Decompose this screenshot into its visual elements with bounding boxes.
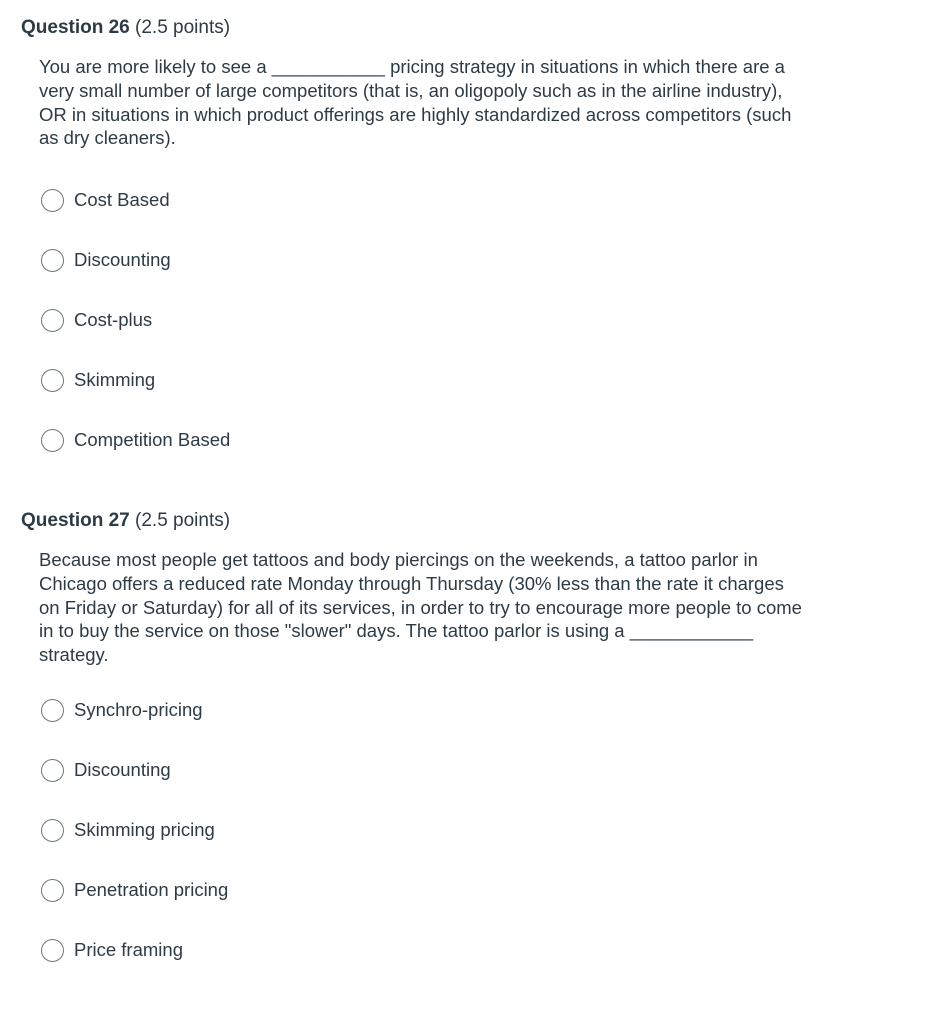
answer-option[interactable] [41, 756, 641, 816]
question-text [39, 55, 809, 150]
answer-option[interactable] [41, 186, 641, 246]
radio-button[interactable] [41, 309, 64, 332]
radio-button[interactable] [41, 879, 64, 902]
answer-option[interactable] [41, 936, 641, 996]
answer-option[interactable] [41, 876, 641, 936]
radio-button[interactable] [41, 429, 64, 452]
radio-button[interactable] [41, 759, 64, 782]
answer-option[interactable] [41, 696, 641, 756]
question-text-before: You are more likely to see a [39, 56, 272, 77]
question-text-after: strategy. [39, 644, 109, 666]
answer-list [41, 696, 641, 996]
answer-option[interactable] [41, 426, 641, 486]
question-title: Question 26 [21, 17, 130, 38]
answer-label[interactable]: Skimming pricing [74, 819, 215, 840]
answer-label[interactable]: Discounting [74, 249, 171, 270]
answer-label[interactable]: Cost Based [74, 189, 170, 210]
question-points: (2.5 points) [135, 17, 231, 38]
answer-label[interactable]: Penetration pricing [74, 879, 229, 900]
question-text-before: Because most people get tattoos and body piercings on the weekends, a tattoo parlor in Chicago offers a reduced rate Monday through Thursday (30% less than the rate it charges on Friday or Saturday) for all of its services, in order to try to encourage more people to come in to buy the service on those "slower" days. The tattoo parlor is using a [39, 549, 802, 642]
question-text-after: pricing strategy in situations in which there are a very small number of large competitors (that is, an oligopoly such as in the airline industry), OR in situations in which product offerings are highly standardized across competitors (such as dry cleaners). [39, 56, 792, 149]
answer-list [41, 186, 641, 486]
radio-button[interactable] [41, 699, 64, 722]
question-title: Question 27 [21, 510, 130, 531]
question-points: (2.5 points) [135, 510, 231, 531]
answer-label[interactable]: Skimming [74, 369, 156, 390]
question-text [39, 548, 809, 667]
answer-label[interactable]: Synchro-pricing [74, 699, 203, 720]
radio-button[interactable] [41, 189, 64, 212]
radio-button[interactable] [41, 249, 64, 272]
answer-option[interactable] [41, 306, 641, 366]
answer-option[interactable] [41, 246, 641, 306]
question-header [21, 507, 230, 535]
radio-button[interactable] [41, 819, 64, 842]
answer-label[interactable]: Discounting [74, 759, 171, 780]
question-header [21, 14, 230, 42]
question-blank: ____________ [629, 620, 754, 642]
radio-button[interactable] [41, 369, 64, 392]
answer-option[interactable] [41, 816, 641, 876]
answer-label[interactable]: Cost-plus [74, 309, 153, 330]
question-blank: ___________ [271, 56, 385, 77]
answer-option[interactable] [41, 366, 641, 426]
radio-button[interactable] [41, 939, 64, 962]
answer-label[interactable]: Price framing [74, 939, 183, 960]
answer-label[interactable]: Competition Based [74, 429, 231, 450]
